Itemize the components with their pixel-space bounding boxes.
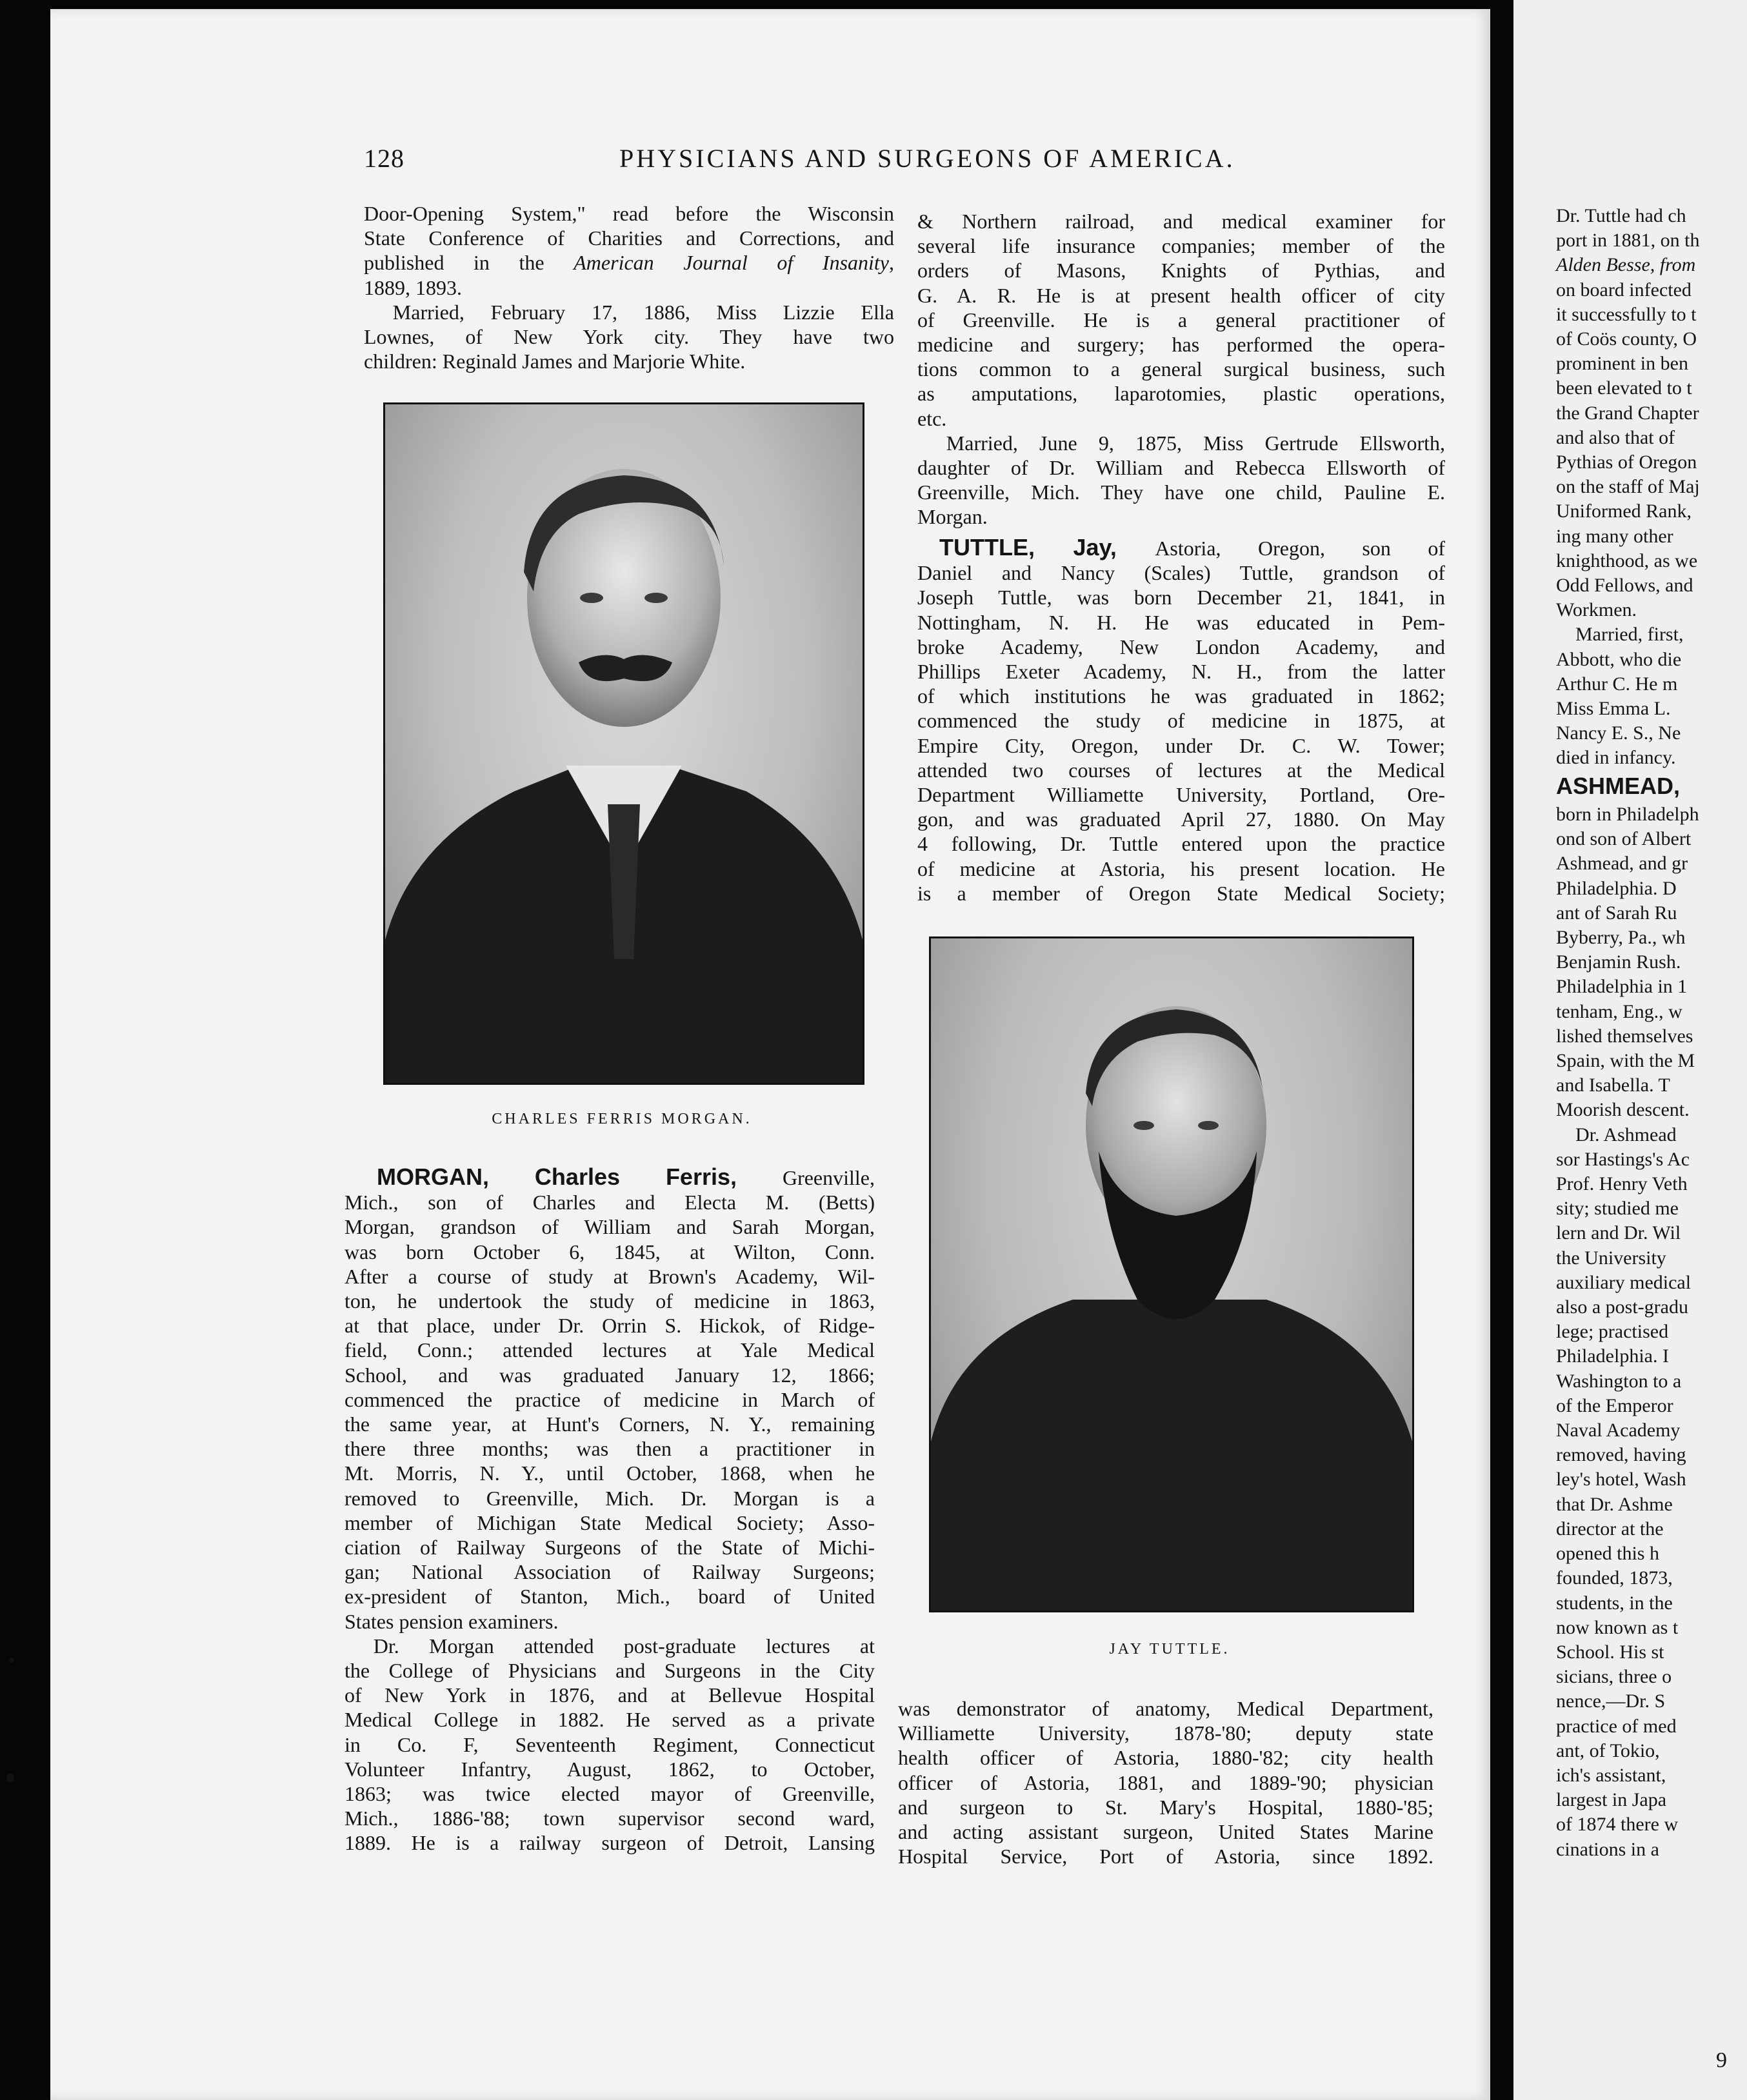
text-line: gon, and was graduated April 27, 1880. On May: [917, 807, 1445, 831]
text-line: as amputations, laparotomies, plastic operations,: [917, 382, 1445, 406]
morgan-name: MORGAN, Charles Ferris,: [377, 1164, 783, 1190]
text-line: sor Hastings's Ac: [1556, 1148, 1690, 1170]
tuttle-photo-image: [931, 938, 1412, 1610]
text-line: commenced the study of medicine in 1875, at: [917, 709, 1445, 733]
text-line: G. A. R. He is at present health officer of city: [917, 283, 1445, 307]
text-line: students, in the: [1556, 1592, 1673, 1614]
text-line: sity; studied me: [1556, 1198, 1679, 1220]
text-line: was born October 6, 1845, at Wilton, Conn.: [344, 1240, 875, 1263]
text-line: attended two courses of lectures at the Medical: [917, 758, 1445, 782]
text-line: Dr. Ashmead: [1575, 1124, 1677, 1145]
text-line: was demonstrator of anatomy, Medical Department,: [898, 1697, 1433, 1720]
text-line: Nancy E. S., Ne: [1556, 722, 1681, 744]
text-line: published in the American Journal of Insanity,: [364, 251, 895, 275]
text-line: medicine and surgery; has performed the opera-: [917, 333, 1445, 357]
text-line: sicians, three o: [1556, 1666, 1672, 1688]
text-line: knighthood, as we: [1556, 550, 1698, 571]
text-line: born in Philadelph: [1556, 804, 1699, 825]
text-line: health officer of Astoria, 1880-'82; city health: [898, 1746, 1433, 1770]
ashmead-name: ASHMEAD,: [1556, 773, 1681, 799]
caption-tuttle: JAY TUTTLE.: [1109, 1641, 1230, 1658]
text-line: Medical College in 1882. He served as a private: [344, 1708, 875, 1732]
running-title: PHYSICIANS AND SURGEONS OF AMERICA.: [619, 144, 1235, 173]
text-line: ton, he undertook the study of medicine in 1863,: [344, 1289, 875, 1313]
text-fragment: Astoria, Oregon, son of: [1155, 537, 1445, 560]
text-line: lern and Dr. Wil: [1556, 1222, 1681, 1244]
text-line: Married, first,: [1575, 624, 1684, 646]
text-line: Lownes, of New York city. They have two: [364, 325, 894, 349]
text-line: Washington to a: [1556, 1370, 1682, 1392]
text-line: of which institutions he was graduated in 1862;: [917, 684, 1445, 708]
text-line: ley's hotel, Wash: [1556, 1469, 1686, 1491]
text-line: removed to Greenville, Mich. Dr. Morgan is a: [344, 1486, 875, 1510]
text-line: tenham, Eng., w: [1556, 1000, 1682, 1022]
right-page-text-bottom: [1556, 802, 1699, 1862]
text-line: ich's assistant,: [1556, 1764, 1666, 1786]
text-line: Greenville, Mich. They have one child, Pauline E.: [917, 480, 1445, 504]
page-number: 128: [364, 144, 404, 173]
text-line: on board infected: [1556, 279, 1692, 301]
tuttle-name: TUTTLE, Jay,: [939, 534, 1155, 560]
text-line: of 1874 there w: [1556, 1814, 1679, 1836]
text-line: of Coös county, O: [1556, 328, 1697, 350]
text-line: Morgan.: [917, 505, 988, 529]
text-line: Odd Fellows, and: [1556, 575, 1693, 597]
text-line: on the staff of Maj: [1556, 476, 1700, 498]
text-line: Philadelphia in 1: [1556, 976, 1688, 998]
text-line: [917, 535, 1445, 560]
text-line: officer of Astoria, 1881, and 1889-'90; physician: [898, 1770, 1433, 1794]
text-line: Workmen.: [1556, 599, 1637, 621]
text-line: of New York in 1876, and at Bellevue Hospital: [344, 1683, 875, 1707]
text-line: Dr. Tuttle had ch: [1556, 205, 1686, 226]
text-line: Mich., son of Charles and Electa M. (Betts): [344, 1191, 875, 1214]
caption-morgan: CHARLES FERRIS MORGAN.: [492, 1111, 752, 1127]
journal-title: American Journal of Insanity: [574, 251, 890, 275]
text-line: Hospital Service, Port of Astoria, since 1892.: [898, 1845, 1433, 1868]
text-line: Abbott, who die: [1556, 648, 1682, 670]
text-line: prominent in ben: [1556, 353, 1688, 375]
text-line: and Isabella. T: [1556, 1075, 1670, 1096]
morgan-biography: [344, 1165, 875, 1856]
text-line: port in 1881, on th: [1556, 230, 1700, 252]
text-line: ciation of Railway Surgeons of the State of Michi-: [344, 1536, 875, 1560]
text-line: at that place, under Dr. Orrin S. Hickok, of Ridge-: [344, 1314, 875, 1338]
text-line: ant, of Tokio,: [1556, 1739, 1660, 1761]
text-line: in Co. F, Seventeenth Regiment, Connecticut: [344, 1732, 875, 1756]
text-line: the same year, at Hunt's Corners, N. Y., remaining: [344, 1412, 875, 1436]
text-line: opened this h: [1556, 1543, 1659, 1565]
text-line: largest in Japa: [1556, 1789, 1667, 1811]
tuttle-biography: [917, 535, 1445, 906]
text-line: several life insurance companies; member of the: [917, 234, 1445, 258]
text-line: Miss Emma L.: [1556, 698, 1671, 720]
text-line: 1889, 1893.: [364, 275, 462, 299]
text-line: Byberry, Pa., wh: [1556, 927, 1686, 949]
text-line: Mt. Morris, N. Y., until October, 1868, when he: [344, 1461, 875, 1485]
text-line: [344, 1165, 875, 1190]
text-line: it successfully to t: [1556, 303, 1697, 325]
text-line: 1889. He is a railway surgeon of Detroit, Lansing: [344, 1831, 875, 1855]
text-line: children: Reginald James and Marjorie White.: [364, 350, 746, 373]
text-line: Uniformed Rank,: [1556, 500, 1692, 522]
text-line: Dr. Morgan attended post-graduate lectures at: [373, 1634, 875, 1658]
text-line: Philadelphia. I: [1556, 1345, 1669, 1367]
text-line: Phillips Exeter Academy, N. H., from the latter: [917, 660, 1445, 684]
text-line: of Greenville. He is a general practitioner of: [917, 308, 1445, 332]
text-line: After a course of study at Brown's Academy, Wil-: [344, 1264, 875, 1288]
text-line: Williamette University, 1878-'80; deputy state: [898, 1721, 1433, 1745]
text-line: Arthur C. He m: [1556, 673, 1678, 695]
text-line: Married, February 17, 1886, Miss Lizzie Ella: [392, 300, 894, 324]
text-line: States pension examiners.: [344, 1609, 559, 1633]
text-line: director at the: [1556, 1518, 1664, 1540]
text-line: the College of Physicians and Surgeons in the City: [344, 1659, 875, 1683]
text-line: School, and was graduated January 12, 1866;: [344, 1363, 875, 1387]
text-line: also a post-gradu: [1556, 1296, 1688, 1318]
text-line: Daniel and Nancy (Scales) Tuttle, grandson of: [917, 561, 1445, 585]
text-line: removed, having: [1556, 1444, 1686, 1466]
text-line: Pythias of Oregon: [1556, 451, 1697, 473]
text-line: Naval Academy: [1556, 1420, 1681, 1441]
text-line: broke Academy, New London Academy, and: [917, 635, 1445, 659]
text-line: Empire City, Oregon, under Dr. C. W. Tower;: [917, 733, 1445, 757]
text-line: member of Michigan State Medical Society; Asso-: [344, 1511, 875, 1534]
text-line: ond son of Albert: [1556, 828, 1692, 850]
text-line: Alden Besse, from: [1556, 254, 1696, 276]
text-line: ant of Sarah Ru: [1556, 902, 1677, 924]
text-line: Prof. Henry Veth: [1556, 1173, 1688, 1195]
text-line: tions common to a general surgical business, such: [917, 357, 1445, 381]
text-line: is a member of Oregon State Medical Society;: [917, 881, 1445, 905]
text-line: etc.: [917, 406, 947, 430]
text-line: of medicine at Astoria, his present location. He: [917, 857, 1445, 880]
ashmead-heading: [1556, 774, 1680, 800]
text-line: founded, 1873,: [1556, 1567, 1673, 1589]
text-line: orders of Masons, Knights of Pythias, and: [917, 259, 1445, 282]
portrait-tuttle: [929, 936, 1414, 1612]
margin-speck: [6, 1774, 14, 1783]
text-line: the University: [1556, 1247, 1666, 1269]
text-line: and also that of: [1556, 426, 1675, 448]
text-line: daughter of Dr. William and Rebecca Ellsworth of: [917, 456, 1445, 480]
text-line: nence,—Dr. S: [1556, 1690, 1666, 1712]
portrait-morgan: [383, 402, 864, 1085]
text-line: Ashmead, and gr: [1556, 853, 1688, 875]
text-line: Joseph Tuttle, was born December 21, 1841, in: [917, 586, 1445, 609]
morgan-photo-image: [385, 404, 863, 1083]
text-line: Volunteer Infantry, August, 1862, to October,: [344, 1757, 875, 1781]
text-line: 4 following, Dr. Tuttle entered upon the practice: [917, 832, 1445, 856]
text-line: Benjamin Rush.: [1556, 951, 1681, 973]
text-line: Mich., 1886-'88; town supervisor second ward,: [344, 1807, 875, 1830]
text-line: Spain, with the M: [1556, 1050, 1695, 1072]
text-line: there three months; was then a practitioner in: [344, 1437, 875, 1461]
text-line: lege; practised: [1556, 1321, 1669, 1343]
text-line: now known as t: [1556, 1616, 1679, 1638]
text-line: practice of med: [1556, 1715, 1677, 1737]
text-line: State Conference of Charities and Corrections, and: [364, 226, 894, 250]
right-page-text-top: [1556, 204, 1700, 771]
text-line: Moorish descent.: [1556, 1099, 1690, 1121]
text-line: cinations in a: [1556, 1838, 1659, 1860]
text-line: and acting assistant surgeon, United States Marine: [898, 1820, 1433, 1844]
text-line: and surgeon to St. Mary's Hospital, 1880-'85;: [898, 1795, 1433, 1819]
text-line: died in infancy.: [1556, 747, 1676, 769]
column-a-intro: [364, 201, 894, 373]
column-b-bottom: [898, 1696, 1433, 1868]
text-line: ex-president of Stanton, Mich., board of United: [344, 1585, 875, 1609]
text-line: lished themselves: [1556, 1025, 1693, 1047]
text-line: Morgan, grandson of William and Sarah Morgan,: [344, 1215, 875, 1239]
text-line: gan; National Association of Railway Surgeons;: [344, 1560, 875, 1584]
text-line: ing many other: [1556, 525, 1673, 547]
text-line: commenced the practice of medicine in March of: [344, 1387, 875, 1411]
text-line: Door-Opening System," read before the Wisconsin: [364, 202, 894, 225]
text-line: the Grand Chapter: [1556, 402, 1699, 424]
text-line: Philadelphia. D: [1556, 877, 1677, 899]
text-line: Department Williamette University, Portland, Ore-: [917, 783, 1445, 807]
column-b-top: [917, 209, 1445, 530]
text-line: 1863; was twice elected mayor of Greenville,: [344, 1782, 875, 1806]
text-fragment: Greenville,: [782, 1166, 875, 1189]
right-page-footer-mark: 9: [1716, 2048, 1727, 2072]
text-line: & Northern railroad, and medical examiner for: [917, 210, 1445, 233]
text-line: Married, June 9, 1875, Miss Gertrude Ellsworth,: [946, 431, 1445, 455]
text-line: been elevated to t: [1556, 377, 1692, 399]
text-line: auxiliary medical: [1556, 1271, 1692, 1293]
margin-speck: [9, 1658, 14, 1663]
text-line: School. His st: [1556, 1641, 1664, 1663]
text-line: of the Emperor: [1556, 1394, 1673, 1416]
text-line: that Dr. Ashme: [1556, 1493, 1673, 1515]
text-line: Nottingham, N. H. He was educated in Pem-: [917, 610, 1445, 634]
text-line: field, Conn.; attended lectures at Yale Medical: [344, 1338, 875, 1362]
